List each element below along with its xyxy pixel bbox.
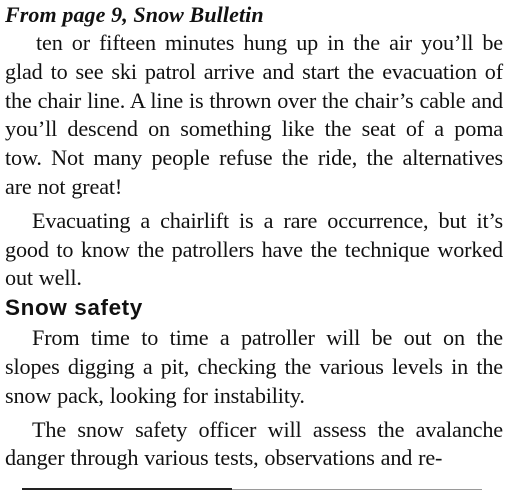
paragraph-avalanche-assessment: The snow safety officer will assess the avalanche danger through various tests, observations and re- xyxy=(5,416,503,471)
article-body xyxy=(5,29,503,473)
section-heading-snow-safety: Snow safety xyxy=(5,295,143,321)
paragraph-evacuation-rarity: Evacuating a chairlift is a rare occurrence, but it’s good to know the patrollers have the technique worked out well. xyxy=(5,207,503,291)
paragraph-snow-pit: From time to time a patroller will be out on the slopes digging a pit, checking the various levels in the snow pack, looking for instability. xyxy=(5,325,503,408)
continued-from-line: From page 9, Snow Bulletin xyxy=(5,2,264,27)
bottom-rule xyxy=(22,488,232,490)
paragraph-chair-evacuation: ten or fifteen minutes hung up in the air you’ll be glad to see ski patrol arrive and start the evacuation of the chair line. A line is thrown over the chair’s cable and you’ll descend on something like the seat of a poma tow. Not many people refuse the ride, the alternatives are not great! xyxy=(5,30,503,199)
bottom-rule-faint xyxy=(232,489,482,490)
